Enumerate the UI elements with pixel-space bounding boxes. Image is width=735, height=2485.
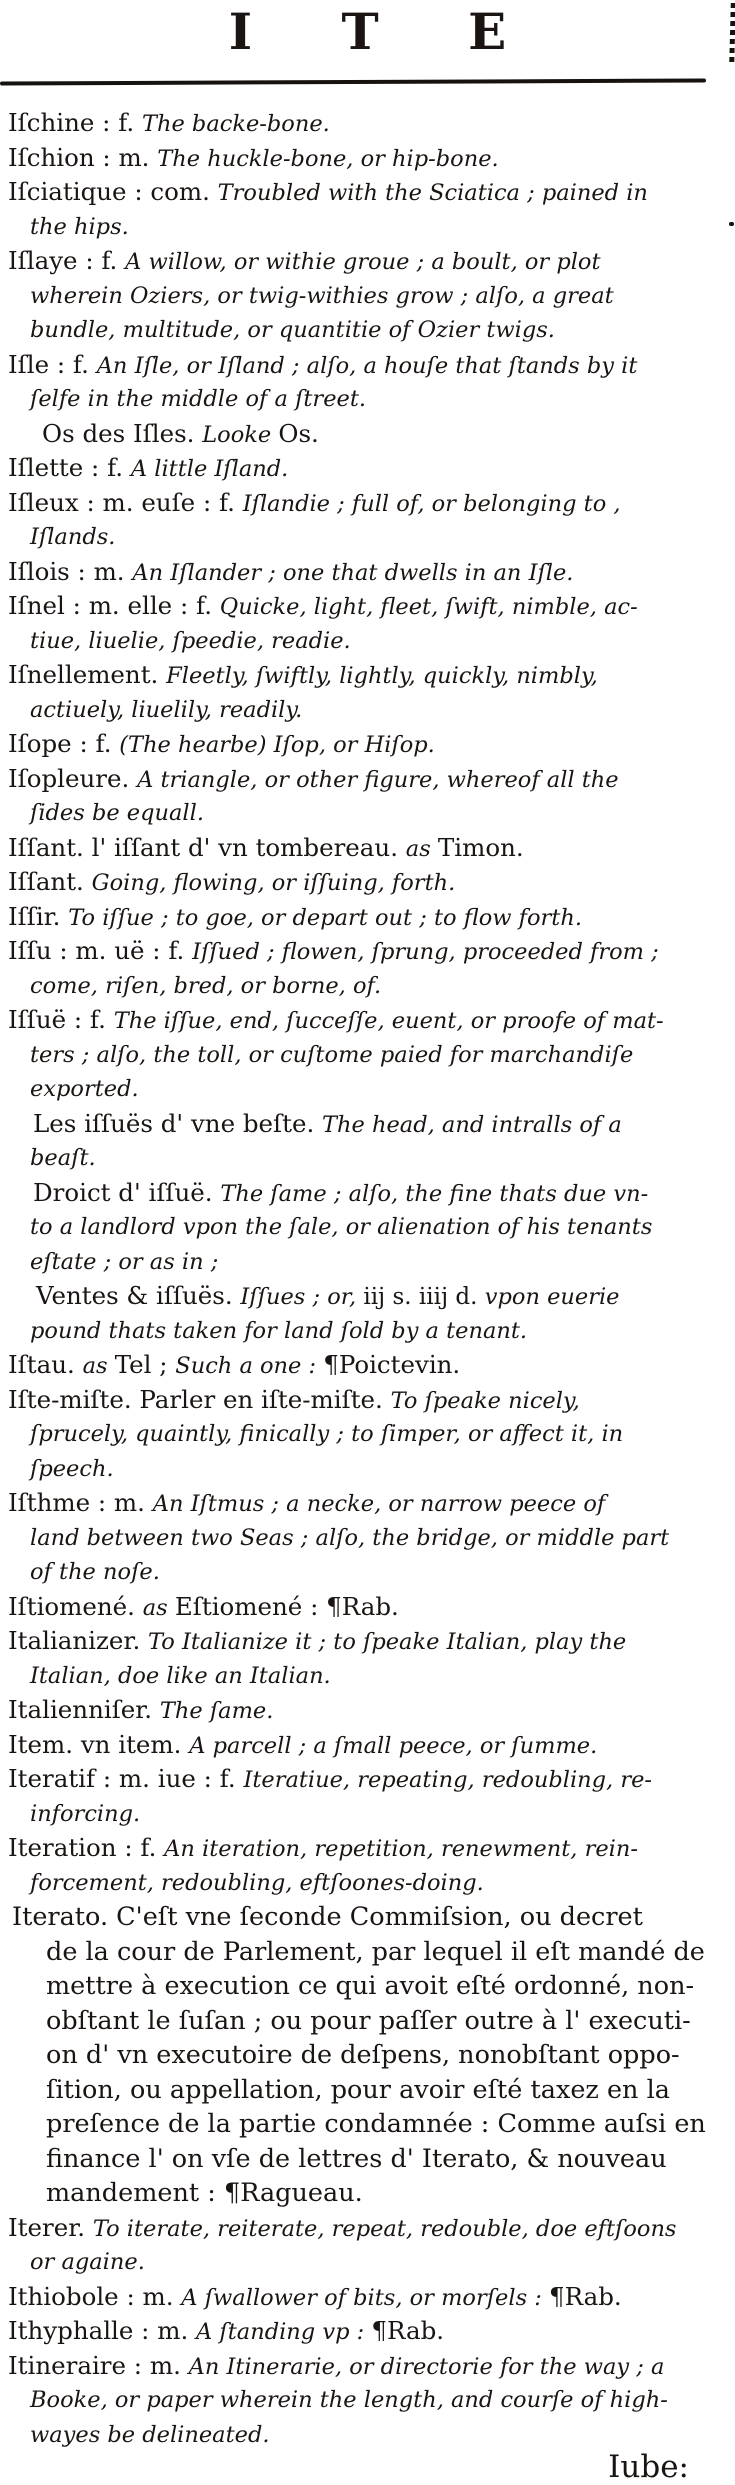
text-line <box>30 313 729 348</box>
text-line <box>46 2176 729 2211</box>
text-segment: Iſſir. <box>8 901 69 931</box>
text-segment: inforcing. <box>30 1800 141 1827</box>
text-line <box>30 796 729 831</box>
text-line <box>30 2418 729 2453</box>
page-edge-dot-artifact <box>729 222 734 226</box>
text-line <box>8 1383 729 1418</box>
text-line <box>8 2280 729 2315</box>
text-segment: Iteratif : m. iue : f. <box>8 1764 244 1793</box>
text-segment: An Iſlander ; one that dwells in an Iſle. <box>132 559 574 586</box>
text-segment: Going, flowing, or iſſuing, forth. <box>91 870 456 896</box>
text-segment: To ſpeake nicely, <box>390 1387 580 1414</box>
text-segment: Ithyphalle : m. <box>8 2316 197 2345</box>
text-segment: Italianizer. <box>8 1626 149 1655</box>
text-segment: The backe-bone. <box>141 111 330 137</box>
text-line <box>30 693 729 728</box>
text-line <box>8 1693 729 1728</box>
text-segment: Ithiobole : m. <box>8 2281 182 2311</box>
text-segment: obſtant le ſuſan ; ou pour paſſer outre à l' executi- <box>46 2005 691 2036</box>
text-segment: Iſchion : m. <box>8 142 158 172</box>
text-line <box>46 2142 729 2177</box>
text-segment: de la cour de Parlement, par lequel il eſt mandé de <box>46 1936 705 1967</box>
text-segment: Iſle : f. <box>8 349 97 379</box>
text-line <box>36 1279 729 1314</box>
text-line <box>8 2314 729 2349</box>
text-line <box>8 106 729 141</box>
text-segment: Iſſant. l' iſſant d' vn tombereau. <box>8 832 406 862</box>
text-segment: The ſame. <box>159 1698 274 1724</box>
text-segment: on d' vn executoire de deſpens, nonobſtant oppo- <box>46 2040 680 2070</box>
text-segment: as <box>405 835 438 862</box>
text-segment: Timon. <box>437 832 524 862</box>
text-line <box>8 2211 729 2246</box>
text-segment: wherein Oziers, or twig-withies grow ; alſo, a great <box>30 282 614 309</box>
text-segment: Iſtiomené. <box>8 1591 143 1621</box>
text-line <box>8 1831 729 1866</box>
text-segment: bundle, multitude, or quantitie of Ozier twigs. <box>30 317 555 343</box>
text-segment: tiue, liuelie, ſpeedie, readie. <box>30 627 351 654</box>
text-segment: A little Iſland. <box>130 456 289 482</box>
text-line <box>8 934 729 969</box>
text-line <box>30 1797 729 1832</box>
text-line <box>8 1624 729 1659</box>
text-line <box>33 1107 729 1142</box>
text-line <box>8 555 729 590</box>
text-segment: The iſſue, end, ſucceſſe, euent, or proofe of mat- <box>113 1008 664 1034</box>
text-line <box>8 900 729 935</box>
text-segment: Iſthme : m. <box>8 1488 153 1517</box>
text-line <box>8 658 729 693</box>
text-line <box>8 1762 729 1797</box>
text-segment: Iterer. <box>8 2212 93 2242</box>
text-segment: To Italianize it ; to ſpeake Italian, play the <box>148 1629 627 1655</box>
text-segment: ſpeech. <box>30 1455 114 1482</box>
text-line <box>8 1728 729 1763</box>
text-segment: Os. <box>278 418 319 448</box>
text-segment: forcement, redoubling, eftſoones-doing. <box>30 1869 484 1896</box>
text-segment: Iſleux : m. euſe : f. <box>8 487 243 517</box>
text-line <box>8 175 729 210</box>
text-segment: To iſſue ; to goe, or depart out ; to flow forth. <box>68 904 582 931</box>
text-line <box>46 1969 729 2004</box>
text-segment: An Iſtmus ; a necke, or narrow peece of <box>152 1491 606 1517</box>
text-segment: Droict d' iſſuë. <box>33 1177 221 1207</box>
text-segment: Iſciatique : com. <box>8 177 218 206</box>
text-line <box>30 382 729 417</box>
text-line <box>30 2383 729 2418</box>
text-segment: ſides be equall. <box>30 800 204 826</box>
text-segment: The ſame ; alſo, the fine thats due vn- <box>220 1180 649 1207</box>
text-segment: land between two Seas ; alſo, the bridge, or middle part <box>30 1524 670 1551</box>
text-line <box>8 1003 729 1038</box>
text-segment: Ventes & iſſuës. <box>36 1281 241 1310</box>
text-line <box>33 1176 729 1211</box>
text-line <box>8 348 729 383</box>
text-segment: or againe. <box>30 2249 145 2275</box>
text-segment: Les iſſuës d' vne beſte. <box>33 1108 323 1138</box>
text-segment: Tel ; <box>114 1350 176 1379</box>
text-line <box>8 1348 729 1383</box>
text-segment: iij s. iiij d. <box>363 1284 485 1310</box>
text-line <box>46 2004 729 2039</box>
text-segment: A ſwallower of bits, or morſels : <box>181 2284 549 2311</box>
text-segment: finance l' on vſe de lettres d' Iterato, & nouveau <box>46 2143 667 2174</box>
text-segment: ſition, ou appellation, pour avoir eſté taxez en la <box>46 2074 670 2105</box>
text-line <box>8 451 729 486</box>
text-segment: Looke <box>202 421 279 448</box>
text-segment: Iſſued ; flowen, ſprung, proceeded from ; <box>192 939 659 965</box>
text-segment: (The hearbe) Iſop, or Hiſop. <box>119 732 435 758</box>
text-segment: Iſte-miſte. Parler en iſte-miſte. <box>8 1384 391 1414</box>
text-line <box>30 2245 729 2280</box>
text-segment: ſprucely, quaintly, finically ; to ſimper, or affect it, in <box>30 1421 624 1447</box>
text-segment: Iſnel : m. elle : f. <box>8 591 220 620</box>
text-segment: come, riſen, bred, or borne, of. <box>30 972 382 999</box>
running-head: I T E <box>228 2 543 61</box>
text-segment: Itineraire : m. <box>8 2350 189 2380</box>
text-segment: ters ; alſo, the toll, or cuſtome paied for marchandiſe <box>30 1041 634 1068</box>
text-segment: Iſſant. <box>8 867 92 896</box>
text-segment: Quicke, light, fleet, ſwift, nimble, ac- <box>219 594 638 620</box>
text-segment: Iterato. C'eſt vne ſeconde Commiſsion, ou decret <box>12 1902 643 1932</box>
text-segment: Iſchine : f. <box>8 108 142 137</box>
text-line <box>8 831 729 866</box>
text-segment: Italian, doe like an Italian. <box>30 1662 331 1689</box>
text-segment: An Iſle, or Iſland ; alſo, a houſe that ſtands by it <box>96 352 638 379</box>
text-line <box>46 2073 729 2108</box>
header-rule <box>0 78 706 85</box>
text-segment: Fleetly, ſwiftly, lightly, quickly, nimbly, <box>166 663 598 689</box>
text-segment: Item. vn item. <box>8 1729 190 1759</box>
text-line <box>8 141 729 176</box>
text-segment: Iteration : f. <box>8 1833 165 1862</box>
text-segment: Italienniſer. <box>8 1695 160 1724</box>
text-line <box>8 589 729 624</box>
text-segment: pound thats taken for land ſold by a tenant. <box>30 1317 528 1344</box>
text-line <box>30 279 729 314</box>
text-line <box>30 1866 729 1901</box>
text-segment: Iſlois : m. <box>8 556 133 586</box>
text-line <box>30 210 729 245</box>
text-line <box>8 2349 729 2384</box>
text-line <box>30 1555 729 1590</box>
text-line <box>30 1210 729 1245</box>
text-line <box>30 1521 729 1556</box>
text-segment: Iſlandie ; full of, or belonging to , <box>242 490 621 517</box>
text-line <box>42 417 729 452</box>
text-segment: mandement : ¶Ragueau. <box>46 2178 363 2208</box>
text-line <box>8 244 729 279</box>
text-line <box>8 1590 729 1625</box>
text-line <box>46 2038 729 2073</box>
text-segment: Os des Iſles. <box>42 418 203 448</box>
text-segment: The head, and intralls of a <box>322 1111 622 1138</box>
text-line <box>30 624 729 659</box>
text-line <box>46 2107 729 2142</box>
text-segment: mettre à execution ce qui avoit eſté ordonné, non- <box>46 1971 695 2001</box>
text-line <box>30 1417 729 1452</box>
text-line <box>30 520 729 555</box>
text-segment: Iſſu : m. uë : f. <box>8 936 193 965</box>
page-edge-artifact <box>729 3 735 65</box>
text-segment: Iſope : f. <box>8 729 120 758</box>
text-segment: A parcell ; a ſmall peece, or ſumme. <box>189 1732 598 1759</box>
text-segment: actiuely, liuelily, readily. <box>30 696 303 723</box>
text-line <box>30 1452 729 1487</box>
text-line <box>30 1141 729 1176</box>
text-segment: Iſtau. <box>8 1350 83 1379</box>
text-segment: ¶Rab. <box>371 2316 445 2345</box>
text-segment: Iſſuë : f. <box>8 1005 114 1034</box>
text-segment: Booke, or paper wherein the length, and courſe of high- <box>30 2387 668 2413</box>
text-segment: wayes be delineated. <box>30 2421 270 2448</box>
text-segment: The huckle-bone, or hip-bone. <box>157 145 499 172</box>
text-segment: as <box>142 1594 175 1621</box>
text-segment: to a landlord vpon the ſale, or alienation of his tenants <box>30 1214 653 1240</box>
text-segment: ¶Rab. <box>549 2281 622 2311</box>
text-segment: preſence de la partie condamnée : Comme auſsi en <box>46 2109 706 2139</box>
text-segment: as <box>82 1353 115 1379</box>
text-line <box>30 1038 729 1073</box>
text-segment: of the noſe. <box>30 1559 160 1585</box>
text-line <box>8 865 729 900</box>
text-segment: Iſnellement. <box>8 660 167 689</box>
text-segment: beaſt. <box>30 1145 96 1171</box>
text-line <box>46 1935 729 1970</box>
text-segment: ſelfe in the middle of a ſtreet. <box>30 386 367 412</box>
text-segment: Iſlands. <box>30 524 116 550</box>
text-line <box>30 969 729 1004</box>
text-segment: Iſſues ; or, <box>240 1284 364 1310</box>
text-segment: An iteration, repetition, renewment, rein- <box>164 1836 638 1862</box>
text-segment: A ſtanding vp : <box>196 2319 372 2345</box>
text-line <box>8 1486 729 1521</box>
text-line <box>30 1314 729 1349</box>
text-line <box>8 762 729 797</box>
text-segment: ¶Poictevin. <box>323 1350 461 1379</box>
text-segment: Iſlette : f. <box>8 453 131 482</box>
text-segment: Eſtiomené : ¶Rab. <box>174 1591 399 1621</box>
text-line <box>8 727 729 762</box>
text-segment: Iſopleure. <box>8 763 138 793</box>
catchword: Iube: <box>608 2449 689 2485</box>
text-segment: Iſlaye : f. <box>8 246 126 275</box>
dictionary-text <box>0 106 735 2452</box>
text-segment: exported. <box>30 1076 139 1102</box>
text-line <box>30 1245 729 1280</box>
text-segment: the hips. <box>30 213 129 240</box>
text-line <box>8 486 729 521</box>
text-segment: An Itinerarie, or directorie for the way ; a <box>188 2353 665 2380</box>
text-segment: To iterate, reiterate, repeat, redouble, doe eftſoons <box>92 2215 677 2242</box>
text-segment: A willow, or withie groue ; a boult, or plot <box>125 249 601 275</box>
text-line <box>30 1659 729 1694</box>
text-segment: vpon euerie <box>484 1284 620 1310</box>
text-segment: A triangle, or other figure, whereof all the <box>137 766 619 793</box>
text-segment: Such a one : <box>175 1353 324 1379</box>
text-segment: Iteratiue, repeating, redoubling, re- <box>243 1767 653 1793</box>
text-line <box>12 1900 729 1935</box>
text-line <box>30 1072 729 1107</box>
text-segment: Troubled with the Sciatica ; pained in <box>217 180 648 206</box>
text-segment: eſtate ; or as in ; <box>30 1248 219 1275</box>
